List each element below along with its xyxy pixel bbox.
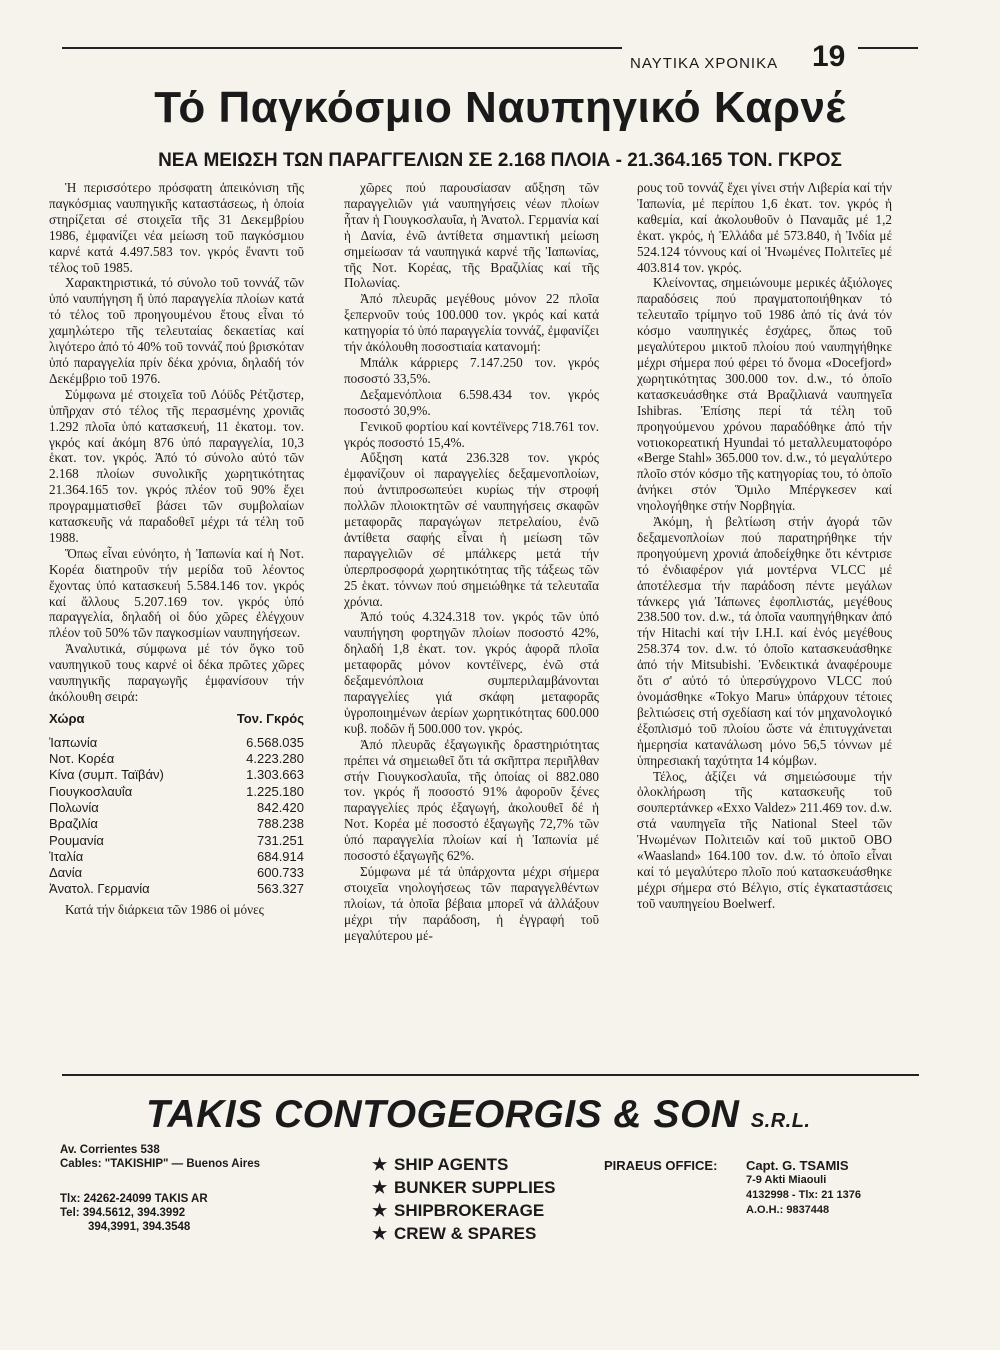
country-cell: Ἀνατολ. Γερμανία (49, 881, 150, 897)
paragraph: χῶρες πού παρουσίασαν αὔξηση τῶν παραγγελιῶν γιά ναυπηγήσεις νέων πλοίων ἦταν ἡ Γιουγκοσλαυΐα, ἡ Ἀνατολ. Γερμανία καί ἡ Δανία, ἐνῶ ἀντίθετα σημαντική μείωση σημείωσαν τά ναυπηγικά καρνέ τῆς Ἰαπωνίας, τῆς Νοτ. Κορέας, τῆς Βραζιλίας καί τῆς Πολωνίας. (344, 180, 599, 291)
table-row (49, 735, 304, 751)
table-row (49, 816, 304, 832)
table-row (49, 767, 304, 783)
country-cell: Νοτ. Κορέα (49, 751, 115, 767)
service-item: ★ CREW & SPARES (372, 1224, 537, 1243)
paragraph: Σύμφωνα μέ τά ὑπάρχοντα μέχρι σήμερα στοιχεῖα νηολογήσεως τῶν παραγγελθέντων πλοίων, τά ὁποῖα βέβαια μπορεῖ νά ἀλλάξουν μέχρι τήν παράδοση, ἡ ἐγγραφή τοῦ μεγαλύτερου μέ- (344, 863, 599, 943)
page-number: 19 (812, 40, 846, 73)
phone-line-2: 394,3991, 394.3548 (88, 1221, 191, 1233)
table-row (49, 881, 304, 897)
ad-address (60, 1143, 260, 1171)
tons-cell: 1.303.663 (246, 767, 304, 783)
ad-company-name (146, 1093, 810, 1137)
country-cell: Δανία (49, 865, 83, 881)
service-item: ★ SHIP AGENTS (372, 1155, 509, 1174)
piraeus-address: 7-9 Akti Miaouli (746, 1174, 827, 1186)
paragraph: Κλείνοντας, σημειώνουμε μερικές ἀξιόλογες παραδόσεις πού πραγματοποιήθηκαν τό τελευταῖο τρίμηνο τοῦ 1986 ἀπό τίς ἀνά τόν κόσμο ναυπηγικές ἐσχάρες, ὅπως τοῦ μεγαλύτερου μικτοῦ πλοίου πού ναυπηγήθηκε μέχρι σήμερα πού φέρει τό ὄνομα «Docefjord» χωρητικότητας 300.000 τον. d.w., τό ὁποῖο κατασκευάσθηκε στά Βραζιλιανά ναυπηγεῖα Ishibras. Ἐπίσης περί τά τέλη τοῦ προηγούμενου χρόνου παραδόθηκε ἀπό τήν νοτιοκορεατική Hyundai τό μεταλλευματοφόρο «Berge Stahl» 365.000 τον. d.w., τό μεγαλύτερο πλοῖο στόν κόσμο τῆς κατηγορίας του, τό ὁποῖο ἀνήκει στόν Ὅμιλο Μπέργκεσεν καί νηολογήθηκε στήν Νορβηγία. (637, 275, 892, 514)
ad-contacts (60, 1192, 208, 1234)
header-rule-left (62, 47, 622, 49)
tons-cell: 684.914 (257, 848, 304, 864)
cables-line: Cables: "TAKISHIP" — Buenos Aires (60, 1158, 261, 1170)
article-column-3 (637, 180, 892, 912)
paragraph: Ἡ περισσότερο πρόσφατη ἀπεικόνιση τῆς παγκόσμιας ναυπηγικῆς καταστάσεως, ἡ ὁποία στηρίζεται σέ στοιχεῖα τῆς 31 Δεκεμβρίου 1986, ἐμφανίζει νέα μείωση τοῦ παγκόσμιου καρνέ κατά 4.497.583 τον. γκρός ἔναντι τοῦ τέλος τοῦ 1985. (49, 180, 304, 275)
shipbuilding-table (49, 711, 304, 898)
tons-cell: 563.327 (257, 881, 304, 897)
ad-divider (62, 1074, 919, 1076)
magazine-name: ΝΑΥΤΙΚΑ ΧΡΟΝΙΚΑ (630, 55, 779, 72)
piraeus-contact: Capt. G. TSAMIS (746, 1158, 849, 1173)
company-suffix: S.R.L. (750, 1110, 811, 1132)
piraeus-aoh: A.O.H.: 9837448 (746, 1204, 830, 1216)
country-cell: Γιουγκοσλαυΐα (49, 783, 133, 799)
telex-line: Tlx: 24262-24099 TAKIS AR (60, 1193, 208, 1205)
table-row (49, 751, 304, 767)
tons-cell: 600.733 (257, 865, 304, 881)
piraeus-phone: 4132998 - Tlx: 21 1376 (746, 1189, 861, 1201)
paragraph: Κατά τήν διάρκεια τῶν 1986 οἱ μόνες (65, 901, 264, 917)
table-row (49, 865, 304, 881)
country-cell: Πολωνία (49, 800, 99, 815)
address-line: Av. Corrientes 538 (60, 1144, 160, 1156)
paragraph: Σύμφωνα μέ στοιχεῖα τοῦ Λόϋδς Ρέτζιστερ, ὑπῆρχαν στό τέλος τῆς περασμένης χρονιᾶς 1.292 πλοῖα ὑπό κατασκευή, 11 ἑκατομ. τον. γκρός καί ἀκόμη 876 ὑπό παραγγελία, 10,3 ἑκατ. τον. γκρός. Ἀπό τό σύνολο αὐτό τῶν 2.168 πλοίων συνολικῆς χωρητικότητας 21.364.165 τον. γκρός πλέον τοῦ 90% ἔχει προγραμματισθεῖ βάσει τῶν συμβολαίων κατασκευῆς νά παραδοθεῖ μέχρι τά τέλη τοῦ 1988. (49, 386, 304, 545)
phone-line: Tel: 394.5612, 394.3992 (60, 1207, 186, 1219)
piraeus-office-info (746, 1158, 861, 1218)
service-item: ★ SHIPBROKERAGE (372, 1201, 545, 1220)
tons-cell: 731.251 (257, 832, 304, 848)
article-column-2 (344, 180, 599, 944)
article-title: Τό Παγκόσμιο Ναυπηγικό Καρνέ (154, 83, 846, 132)
star-icon: ★ (372, 1178, 388, 1197)
paragraph: Ἀκόμη, ἡ βελτίωση στήν ἀγορά τῶν δεξαμενοπλοίων πού παρατηρήθηκε τήν προηγούμενη χρονιά ἀποδείχθηκε ὅτι κέντρισε τό ἐνδιαφέρον γιά μοντέρνα VLCC μέ ἀποτέλεσμα τήν παράδοση πέντε μεγάλων τάνκερς γιά Ἰάπωνες ἐφοπλιστάς, μεγέθους 238.500 τον. d.w., τά ὁποῖα ναυπηγήθηκαν ἀπό τήν Hitachi καί τήν I.H.I. καί ἑνός μεγέθους 258.374 τον. d.w. τό ὁποῖο κατασκευάσθηκε ἀπό τήν Mitsubishi. Ἐνδεικτικά ἀναφέρουμε ὅτι σ' αὐτό τό ὑπερσύγχρονο VLCC πού ὀνομάσθηκε «Tokyo Maru» ὑπάρχουν τέτοιες βελτιώσεις στή σχεδίαση καί τόν μηχανολογικό ἐξοπλισμό τοῦ πλοίου ὥστε νά ἐπιτυγχάνεται ἡμερησία κατανάλωση μόνο 56,5 τόννων μέ ὑπηρεσιακή ταχύτητα 14 κόμβων. (637, 514, 892, 768)
paragraph: Ἀπό πλευρᾶς μεγέθους μόνον 22 πλοῖα ξεπερνοῦν τούς 100.000 τον. γκρός καί κατά κατηγορία τό ὑπό παραγγελία τοννάζ, ἐμφανίζει τήν ἀκόλουθη ποσοστιαία κατανομή: (344, 291, 599, 355)
star-icon: ★ (372, 1155, 388, 1174)
paragraph: Ἀναλυτικά, σύμφωνα μέ τόν ὄγκο τοῦ ναυπηγικοῦ τους καρνέ οἱ δέκα πρῶτες χῶρες ναυπηγικῆς παραγωγῆς ἐμφανίσουν τήν ἀκόλουθη σειρά: (49, 641, 304, 704)
header-rule-right (858, 47, 918, 49)
paragraph: Ἀπό πλευρᾶς ἐξαγωγικῆς δραστηριότητας πρέπει νά σημειωθεῖ ὅτι τά σκῆπτρα περιῆλθαν στήν Γιουγκοσλαυΐα, τῆς ὁποίας οἱ 882.080 τον. γκρός ἤ ποσοστό 91% ἀφοροῦν ξένες παραγγελίες πρός ἐξαγωγή, ἀκολουθεῖ δέ ἡ Νοτ. Κορέα μέ ποσοστό ἐξαγωγῆς 72,7% τῶν ὑπό παραγγελία πλοίων καί ἡ Ἰαπωνία μέ ποσοστό ἐξαγωγῆς 62%. (344, 736, 599, 864)
article-column-1 (49, 180, 304, 918)
tons-cell: 788.238 (257, 816, 304, 832)
table-header-tons: Τον. Γκρός (236, 710, 304, 726)
country-cell: Βραζιλία (49, 816, 98, 832)
article-subtitle: ΝΕΑ ΜΕΙΩΣΗ ΤΩΝ ΠΑΡΑΓΓΕΛΙΩΝ ΣΕ 2.168 ΠΛΟΙΑ - 21.364.165 ΤΟΝ. ΓΚΡΟΣ (158, 150, 842, 171)
star-icon: ★ (372, 1224, 388, 1243)
paragraph: Ὅπως εἶναι εὐνόητο, ἡ Ἰαπωνία καί ἡ Νοτ. Κορέα διατηροῦν τήν μερίδα τοῦ λέοντος ἔχοντας ὑπό κατασκευή 5.584.146 τον. γκρός καί ἄλλους 5.207.169 τον. γκρός ὑπό παραγγελία, δηλαδή οἱ δύο χῶρες ἐλέγχουν πλέον τοῦ 50% τῶν παγκοσμίων ναυπηγήσεων. (49, 545, 304, 641)
service-item: ★ BUNKER SUPPLIES (372, 1178, 556, 1197)
table-header-country: Χώρα (49, 710, 85, 726)
table-row (49, 800, 304, 816)
paragraph: Μπάλκ κάρριερς 7.147.250 τον. γκρός ποσοστό 33,5%. (344, 354, 599, 386)
tons-cell: 1.225.180 (246, 783, 304, 799)
country-cell: Κίνα (συμπ. Ταϊβάν) (49, 767, 164, 783)
paragraph: Ἀπό τούς 4.324.318 τον. γκρός τῶν ὑπό ναυπήγηση φορτηγῶν πλοίων ποσοστό 42%, δηλαδή 1,8 ἑκατ. τον. γκρός ἀφορᾶ πλοῖα μεταφορᾶς μόνον κοντέϊνερς, ἐνῶ στά δεξαμενόπλοια συμπεριλαμβάνονται παραγγελίες γιά σκάφη μεταφορᾶς ὑγροποιημένων ἀερίων χωρητικότητας 600.000 κυβ. ποδῶν ἤ 500.000 τον. γκρός. (344, 609, 599, 736)
table-row (49, 784, 304, 800)
paragraph: ρους τοῦ τοννάζ ἔχει γίνει στήν Λιβερία καί τήν Ἰαπωνία, μέ περίπου 1,6 ἑκατ. τον. γκρός ἡ καθεμία, καί ἀκολουθοῦν ὁ Παναμᾶς μέ 1,2 ἑκατ. γκρός, ἡ Ἑλλάδα μέ 573.840, ἡ Ἰνδία μέ 524.124 τόννους καί οἱ Ἡνωμένες Πολιτεῖες μέ 403.814 τον. γκρός. (637, 180, 892, 275)
piraeus-office-label: PIRAEUS OFFICE: (604, 1158, 718, 1173)
paragraph: Χαρακτηριστικά, τό σύνολο τοῦ τοννάζ τῶν ὑπό ναυπήγηση ἤ ὑπό παραγγελία πλοίων κατά τό τέλος τοῦ προηγουμένου ἔτους εἶναι τό χαμηλώτερο τῆς τελευταίας δεκαετίας καί λιγότερο ἀπό τό 40% τοῦ τοννάζ πού βρισκόταν ὑπό παραγγελία πρίν δέκα χρόνια, δηλαδή τόν Δεκέμβριο τοῦ 1976. (49, 275, 304, 386)
paragraph: Αὔξηση κατά 236.328 τον. γκρός ἐμφανίζουν οἱ παραγγελίες δεξαμενοπλοίων, πού ἀντιπροσωπεύει κυρίως τήν στροφή πολλῶν πλοιοκτητῶν σέ ναυπηγήσεις σκαφῶν μεταφορᾶς παραγώγων πετρελαίου, ἐνῶ ἀντίθετα σαφής εἶναι ἡ μείωση τῶν παραγγελιῶν σέ μπάλκερς μετά τήν ὑπερπροσφορά χωρητικότητας τῆς τάξεως τῶν 25 ἑκατ. τόννων πού σημειώθηκε τά τελευταῖα χρόνια. (344, 450, 599, 609)
ad-services (372, 1153, 556, 1245)
paragraph: Δεξαμενόπλοια 6.598.434 τον. γκρός ποσοστό 30,9%. (344, 386, 599, 418)
table-row (49, 833, 304, 849)
country-cell: Ἰταλία (49, 848, 84, 864)
star-icon: ★ (372, 1201, 388, 1220)
company-name: TAKIS CONTOGEORGIS & SON (146, 1093, 740, 1136)
tons-cell: 842.420 (257, 800, 304, 815)
country-cell: Ἰαπωνία (49, 734, 98, 750)
tons-cell: 6.568.035 (246, 734, 304, 750)
country-cell: Ρουμανία (49, 832, 104, 848)
paragraph: Τέλος, ἀξίζει νά σημειώσουμε τήν ὁλοκλήρωση τῆς κατασκευῆς τοῦ σουπερτάνκερ «Exxo Valdez» 211.469 τον. d.w. στά ναυπηγεῖα τῆς National Steel τῶν Ἡνωμένων Πολιτειῶν καί τοῦ μικτοῦ OBO «Waasland» 164.100 τον. d.w. τό ὁποῖο εἶναι καί τό μεγαλύτερο πλοῖο πού κατασκευάσθηκε μέχρι σήμερα στό Βέλγιο, στίς ἐγκαταστάσεις τοῦ ναυπηγείου Boelwerf. (637, 768, 892, 911)
table-row (49, 849, 304, 865)
paragraph: Γενικοῦ φορτίου καί κοντέϊνερς 718.761 τον. γκρός ποσοστό 15,4%. (344, 418, 599, 450)
tons-cell: 4.223.280 (246, 751, 304, 767)
